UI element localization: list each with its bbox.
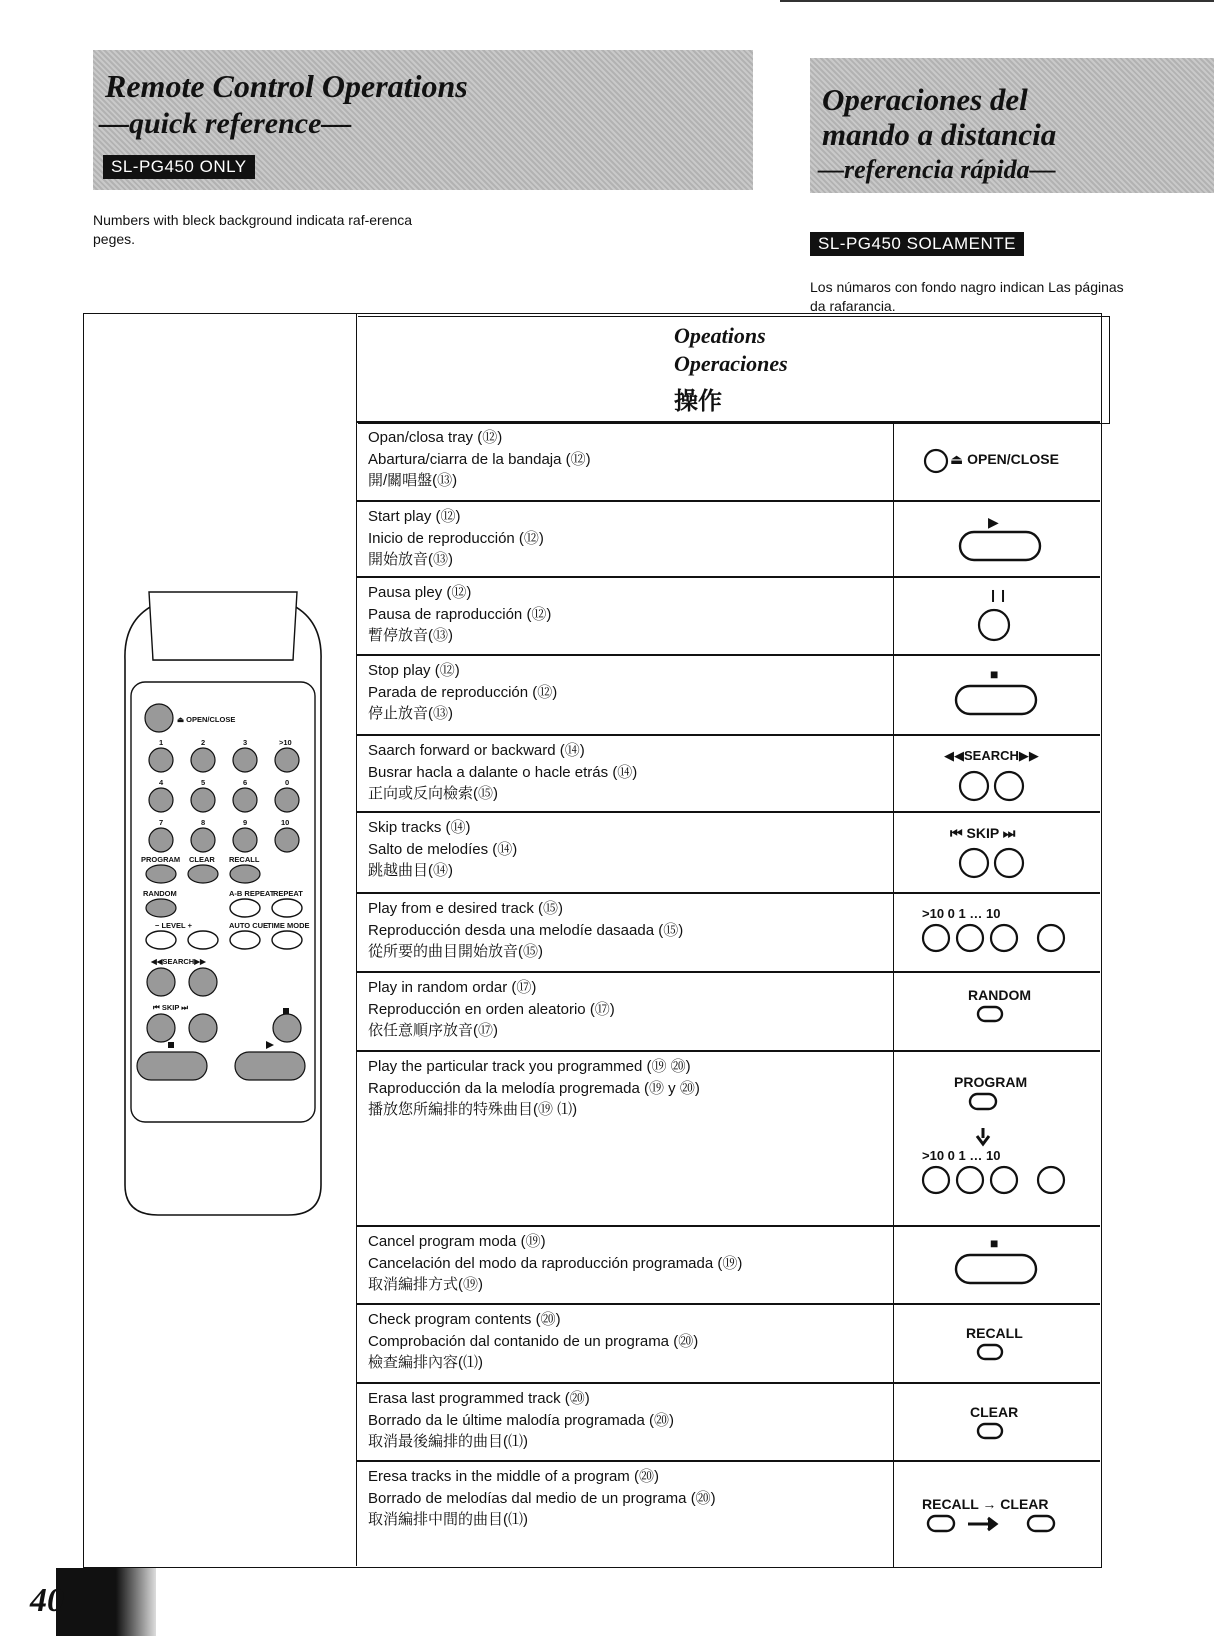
operation-text-en: Opan/closa tray (⑫)	[368, 429, 503, 446]
operation-text-en: Cancel program moda (⑲)	[368, 1233, 546, 1250]
operation-row	[356, 1460, 1100, 1568]
operation-text-zh: 開始放音(⑬)	[368, 551, 453, 568]
page-number-block	[56, 1568, 156, 1636]
header-banner-es	[810, 58, 1214, 193]
operation-row	[356, 576, 1100, 656]
remote-repeat-label: REPEAT	[273, 889, 303, 898]
operation-text-en: Start play (⑫)	[368, 508, 461, 525]
operation-text-es: Borrado da le últime malodía programada (⑳)	[368, 1411, 674, 1429]
operation-text-en: Erasa last programmed track (⑳)	[368, 1390, 590, 1407]
operation-row	[356, 971, 1100, 1052]
operation-text-zh: 取消編排中間的曲目(⑴)	[368, 1511, 528, 1528]
operation-text-es: Reproducción en orden aleatorio (⑰)	[368, 1000, 615, 1018]
operation-description	[368, 582, 888, 647]
random-button-label: RANDOM	[968, 987, 1031, 1003]
model-badge-es: SL-PG450 SOLAMENTE	[810, 232, 1024, 256]
remote-num-8: 8	[201, 818, 206, 827]
operation-text-en: Eresa tracks in the middle of a program (⑳)	[368, 1468, 659, 1485]
operation-text-zh: 開/關唱盤(⑬)	[368, 472, 458, 489]
operation-description	[368, 1309, 888, 1374]
operation-description	[368, 1231, 888, 1296]
operation-description	[368, 660, 888, 725]
program-button-label: PROGRAM	[954, 1074, 1028, 1090]
operation-row	[356, 734, 1100, 813]
operation-text-es: Busrar hacla a dalante o hacle etrás (⑭)	[368, 763, 638, 781]
operation-text-en: Stop play (⑫)	[368, 662, 460, 679]
operation-description	[368, 427, 888, 492]
model-badge-en: SL-PG450 ONLY	[103, 155, 255, 179]
remote-recall-label: RECALL	[229, 855, 260, 864]
operation-text-es: Salto de melodíes (⑭)	[368, 840, 518, 858]
operation-text-es: Comprobación dal contanido de un programa (⑳)	[368, 1332, 699, 1350]
operation-row	[356, 421, 1100, 502]
pause-symbol: ❙❙	[988, 588, 1009, 602]
remote-num-5: 5	[201, 778, 206, 787]
operation-description	[368, 740, 888, 805]
operation-row	[356, 654, 1100, 736]
page-number: 40	[30, 1582, 64, 1619]
operation-text-zh: 從所要的曲目開始放音(⑮)	[368, 943, 543, 960]
operations-label-es: Operaciones	[674, 351, 788, 376]
numeric-buttons-label: >10 0 1 … 10	[922, 906, 1001, 921]
remote-num-7: 7	[159, 818, 164, 827]
play-symbol: ▶	[988, 514, 999, 530]
operation-text-en: Pausa pley (⑫)	[368, 584, 472, 601]
operation-description	[368, 1466, 888, 1531]
remote-skip-label: ⏮ SKIP ⏭	[153, 1003, 189, 1012]
control-illustration	[894, 1305, 1100, 1384]
operation-description	[368, 1388, 888, 1453]
control-illustration	[894, 1052, 1100, 1227]
operation-row	[356, 892, 1100, 973]
recall-button-label: RECALL	[966, 1325, 1023, 1341]
control-illustration	[894, 1462, 1100, 1568]
reference-note-es: Los númaros con fondo nagro indican Las páginas da rafarancia.	[810, 279, 1124, 314]
remote-num-10: 10	[281, 818, 290, 827]
remote-random-label: RANDOM	[143, 889, 177, 898]
operation-description	[368, 1056, 888, 1121]
top-rule	[780, 0, 1214, 2]
control-graphic	[894, 1305, 1100, 1384]
operation-text-zh: 暫停放音(⑬)	[368, 627, 453, 644]
remote-num-4: 4	[159, 778, 164, 787]
operation-row	[356, 1225, 1100, 1305]
clear-button-label: CLEAR	[970, 1404, 1019, 1420]
control-illustration	[894, 423, 1100, 502]
remote-num-2: 2	[201, 738, 206, 747]
operation-description	[368, 898, 888, 963]
remote-clear-label: CLEAR	[189, 855, 215, 864]
stop-symbol: ■	[990, 1235, 999, 1251]
control-illustration	[894, 578, 1100, 656]
open-close-button-label: ⏏ OPEN/CLOSE	[950, 451, 1059, 467]
control-illustration	[894, 813, 1100, 894]
remote-body	[113, 590, 333, 1220]
operation-text-en: Saarch forward or backward (⑭)	[368, 742, 585, 759]
control-graphic	[894, 1462, 1100, 1568]
operation-text-zh: 停止放音(⑬)	[368, 705, 453, 722]
stop-symbol: ■	[990, 666, 999, 682]
operation-text-es: Abartura/ciarra de la bandaja (⑫)	[368, 450, 591, 468]
operation-description	[368, 977, 888, 1042]
reference-note-en: Numbers with bleck background indicata raf-erenca peges.	[93, 212, 413, 247]
operation-description	[368, 506, 888, 571]
remote-ab-repeat-label: A-B REPEAT	[229, 889, 275, 898]
operation-row	[356, 811, 1100, 894]
remote-time-mode-label: TIME MODE	[267, 921, 310, 930]
numeric-buttons-label: >10 0 1 … 10	[922, 1148, 1001, 1163]
search-buttons-label: ◀◀SEARCH▶▶	[944, 748, 1039, 763]
remote-num-gt10: >10	[279, 738, 292, 747]
control-illustration	[894, 1227, 1100, 1305]
operation-text-zh: 檢查編排內容(⑴)	[368, 1354, 483, 1371]
operation-text-zh: 跳越曲目(⑭)	[368, 862, 453, 879]
control-illustration	[894, 502, 1100, 578]
operation-row	[356, 1382, 1100, 1462]
remote-level-label: − LEVEL +	[155, 921, 192, 930]
control-graphic	[894, 1384, 1100, 1462]
remote-program-label: PROGRAM	[141, 855, 181, 864]
remote-num-0: 0	[285, 778, 290, 787]
title-en-line2: —quick reference—	[99, 107, 352, 140]
operation-text-es: Reproducción desda una melodíe dasaada (⑮)	[368, 921, 684, 939]
operations-label-en: Opeations	[674, 323, 766, 348]
operation-text-es: Borrado de melodías dal medio de un programa (⑳)	[368, 1489, 716, 1507]
operation-text-es: Inicio de reproducción (⑫)	[368, 529, 544, 547]
title-es-line3: —referencia rápida—	[818, 155, 1056, 184]
operation-text-es: Raproducción da la melodía progremada (⑲ y ⑳)	[368, 1079, 700, 1097]
operation-description	[368, 817, 888, 882]
operation-text-es: Parada de reproducción (⑫)	[368, 683, 558, 701]
operation-row	[356, 1050, 1100, 1227]
operations-header	[358, 316, 1110, 424]
remote-num-6: 6	[243, 778, 248, 787]
operation-text-en: Play in random ordar (⑰)	[368, 979, 537, 996]
operation-text-zh: 取消編排方式(⑲)	[368, 1276, 483, 1293]
operation-text-en: Skip tracks (⑭)	[368, 819, 471, 836]
remote-auto-cue-label: AUTO CUE	[229, 921, 269, 930]
remote-num-1: 1	[159, 738, 164, 747]
operation-row	[356, 500, 1100, 578]
remote-num-9: 9	[243, 818, 248, 827]
control-illustration	[894, 973, 1100, 1052]
operation-row	[356, 1303, 1100, 1384]
operation-text-en: Play the particular track you programmed (⑲ ⑳)	[368, 1058, 691, 1075]
control-illustration	[894, 656, 1100, 736]
control-graphic	[894, 973, 1100, 1052]
operation-text-en: Play from e desired track (⑮)	[368, 900, 564, 917]
operation-text-zh: 播放您所編排的特殊曲目(⑲ ⑴)	[368, 1101, 578, 1118]
title-en-line1: Remote Control Operations	[105, 68, 468, 104]
operation-text-zh: 取消最後編排的曲目(⑴)	[368, 1433, 528, 1450]
operations-label-zh: 操作	[674, 389, 722, 415]
operation-text-en: Check program contents (⑳)	[368, 1311, 561, 1328]
title-es-line2: mando a distancia	[822, 117, 1057, 152]
operation-text-es: Cancelación del modo da raproducción programada (⑲)	[368, 1254, 743, 1272]
skip-buttons-label: ⏮ SKIP ⏭	[950, 825, 1016, 841]
remote-open-close-label: ⏏ OPEN/CLOSE	[177, 715, 236, 724]
control-illustration	[894, 894, 1100, 973]
operation-text-zh: 正向或反向檢索(⑮)	[368, 785, 498, 802]
title-es-line1: Operaciones del	[822, 82, 1028, 117]
operation-text-zh: 依任意順序放音(⑰)	[368, 1022, 498, 1039]
recall-clear-sequence-label: RECALL → CLEAR	[922, 1496, 1049, 1512]
operation-text-es: Pausa de raproducción (⑫)	[368, 605, 552, 623]
control-illustration	[894, 736, 1100, 813]
remote-num-3: 3	[243, 738, 248, 747]
remote-search-label: ◀◀SEARCH▶▶	[151, 957, 206, 966]
remote-control-illustration	[113, 590, 333, 1220]
control-illustration	[894, 1384, 1100, 1462]
